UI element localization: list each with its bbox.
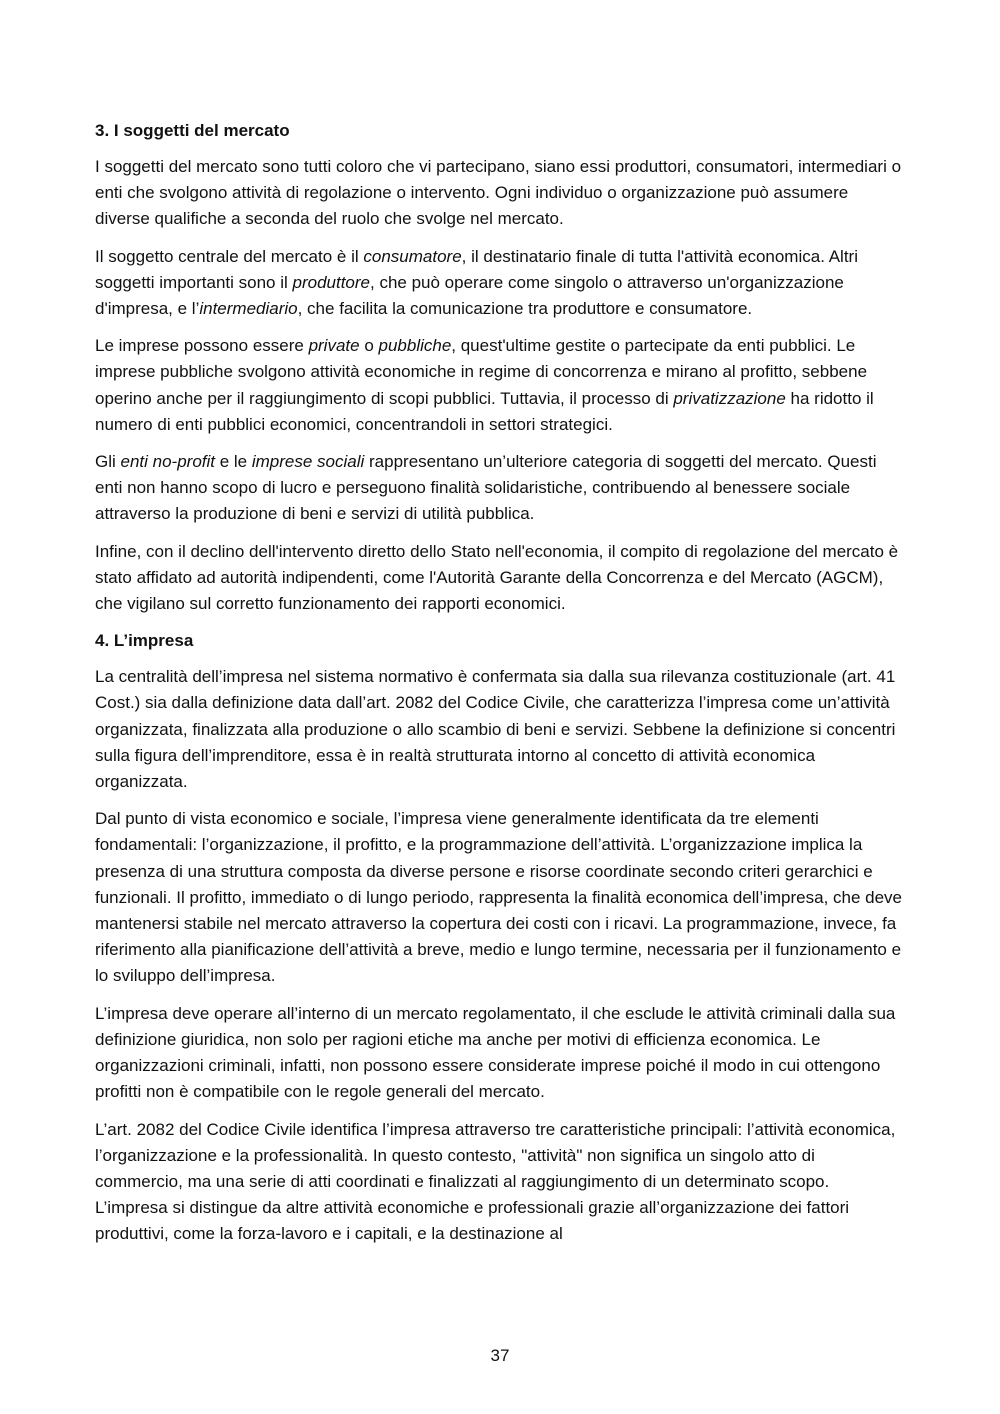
text-run: , che facilita la comunicazione tra produttore e consumatore. [297,299,753,319]
text-run: La centralità dell’impresa nel sistema normativo è confermata sia dalla sua rilevanza costituzionale (art. 41 Cost.) sia dalla definizione data dall’art. 2082 del Codice Civile, che caratterizza l’impresa come un’attività organizzata, finalizzata alla produzione o allo scambio di beni e servizi. Sebbene la definizione si concentri sulla figura dell’imprenditore, essa è in realtà strutturata intorno al concetto di attività economica organizzata. [95,667,896,792]
text-run: rappresentano un’ulteriore categoria di soggetti del mercato. Questi enti non hanno scopo di lucro e perseguono finalità solidaristiche, contribuendo al benessere sociale attraverso la produzione di beni e servizi di utilità pubblica. [95,452,877,524]
page-number: 37 [490,1346,510,1365]
italic-term: imprese sociali [251,452,365,472]
text-run: Infine, con il declino dell'intervento diretto dello Stato nell'economia, il compito di regolazione del mercato è stato affidato ad autorità indipendenti, come l'Autorità Garante della Concorrenza e del Mercato (AGCM), che vigilano sul corretto funzionamento dei rapporti economici. [95,541,899,614]
italic-term: intermediario [199,299,298,319]
section-heading: 3. I soggetti del mercato [95,121,290,140]
section-heading: 4. L’impresa [95,631,194,651]
document-page [95,118,905,1259]
paragraph [95,1117,905,1248]
section-impresa [95,628,905,1247]
italic-term: consumatore [363,246,462,266]
text-run: o [359,336,379,356]
text-run: , il destinatario finale di tutta l'attività economica. Altri soggetti importanti sono il [95,246,858,292]
paragraph [95,154,905,233]
text-run: Il soggetto centrale del mercato è il [95,246,364,266]
paragraph [95,244,905,323]
text-run: Dal punto di vista economico e sociale, l’impresa viene generalmente identificata da tre elementi fondamentali: l’organizzazione, il profitto, e la programmazione dell’attività. L’organizzazione implica la presenza di una struttura composta da diverse persone e risorse coordinate secondo criteri gerarchici e funzionali. Il profitto, immediato o di lungo periodo, rappresenta la finalità economica dell’impresa, che deve mantenersi stabile nel mercato attraverso la copertura dei costi con i ricavi. La programmazione, invece, fa riferimento alla pianificazione dell’attività a breve, medio e lungo termine, necessaria per il funzionamento e lo sviluppo dell’impresa. [95,809,903,986]
section-soggetti-mercato [95,118,905,617]
italic-term: private [308,336,360,356]
italic-term: enti no-profit [120,452,215,472]
paragraph [95,806,905,989]
paragraph [95,333,905,438]
text-run: Gli [95,452,121,472]
text-run: I soggetti del mercato sono tutti coloro che vi partecipano, siano essi produttori, consumatori, intermediari o enti che svolgono attività di regolazione o intervento. Ogni individuo o organizzazione può assumere diverse qualifiche a seconda del ruolo che svolge nel mercato. [95,157,902,229]
text-run: e le [215,452,252,472]
text-run: Le imprese possono essere [95,336,309,356]
paragraph [95,539,905,618]
text-run: L’art. 2082 del Codice Civile identifica l’impresa attraverso tre caratteristiche principali: l’attività economica, l’organizzazione e la professionalità. In questo contesto, "attività" non significa un singolo atto di commercio, ma una serie di atti coordinati e finalizzati al raggiungimento di un determinato scopo. L’impresa si distingue da altre attività economiche e professionali grazie all’organizzazione dei fattori produttivi, come la forza-lavoro e i capitali, e la destinazione al [95,1119,896,1244]
paragraph [95,1001,905,1106]
italic-term: privatizzazione [673,388,786,408]
text-run: ha ridotto il numero di enti pubblici economici, concentrandoli in settori strategici. [95,388,874,434]
italic-term: pubbliche [378,336,452,356]
paragraph [95,664,905,795]
text-run: , quest'ultime gestite o partecipate da enti pubblici. Le imprese pubbliche svolgono attività economiche in regime di concorrenza e mirano al profitto, sebbene operino anche per il raggiungimento di scopi pubblici. Tuttavia, il processo di [95,336,868,408]
text-run: , che può operare come singolo o attraverso un'organizzazione d'impresa, e l’ [95,272,844,319]
italic-term: produttore [292,272,370,292]
paragraph [95,449,905,528]
text-run: L’impresa deve operare all’interno di un mercato regolamentato, il che esclude le attività criminali dalla sua definizione giuridica, non solo per ragioni etiche ma anche per motivi di efficienza economica. Le organizzazioni criminali, infatti, non possono essere considerate imprese poiché il modo in cui ottengono profitti non è compatibile con le regole generali del mercato. [95,1003,896,1102]
